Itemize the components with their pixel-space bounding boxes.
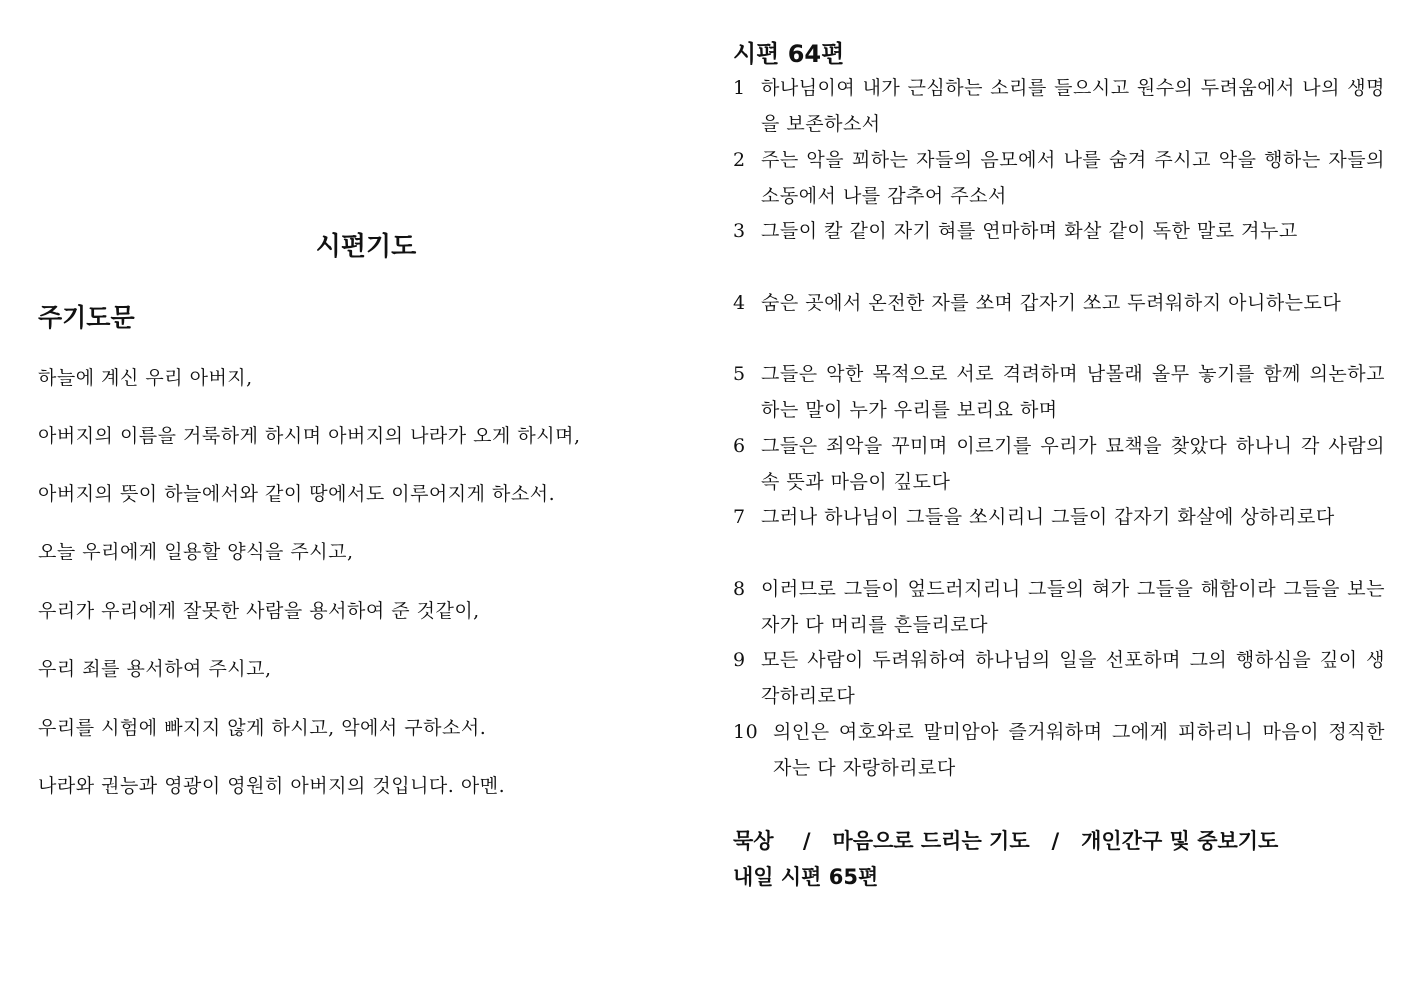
verse <box>733 285 1385 321</box>
left-page <box>0 0 700 992</box>
verse-text: 숨은 곳에서 온전한 자를 쏘며 갑자기 쏘고 두려워하지 아니하는도다 <box>761 292 1342 314</box>
verse-text: 이러므로 그들이 엎드러지리니 그들의 혀가 그들을 해함이라 그들을 보는 자가 다 머리를 흔들리로다 <box>761 578 1385 636</box>
verse-number: 1 <box>733 77 746 99</box>
verse <box>733 70 1385 142</box>
verse-text: 모든 사람이 두려워하여 하나님의 일을 선포하며 그의 행하심을 깊이 생각하리로다 <box>761 649 1385 707</box>
verse-number: 2 <box>733 149 746 171</box>
verse-number: 4 <box>733 292 746 314</box>
prayer-line: 하늘에 계신 우리 아버지, <box>38 367 253 389</box>
verse-text: 그들은 죄악을 꾸미며 이르기를 우리가 묘책을 찾았다 하나니 각 사람의 속 뜻과 마음이 깊도다 <box>761 435 1385 493</box>
verse <box>733 714 1385 786</box>
meditation-guide: 묵상 / 마음으로 드리는 기도 / 개인간구 및 중보기도 <box>733 829 1279 853</box>
verse-number: 6 <box>733 435 746 457</box>
next-psalm-note: 내일 시편 65편 <box>733 865 879 889</box>
verse-number: 9 <box>733 649 746 671</box>
verse <box>733 571 1385 643</box>
verse-text: 주는 악을 꾀하는 자들의 음모에서 나를 숨겨 주시고 악을 행하는 자들의 소동에서 나를 감추어 주소서 <box>761 149 1385 207</box>
verse <box>733 213 1385 249</box>
prayer-line: 오늘 우리에게 일용할 양식을 주시고, <box>38 541 354 563</box>
verse-text: 의인은 여호와로 말미암아 즐거워하며 그에게 피하리니 마음이 정직한 자는 다 자랑하리로다 <box>773 721 1385 779</box>
verse-number: 3 <box>733 220 746 242</box>
verse-text: 그러나 하나님이 그들을 쏘시리니 그들이 갑자기 화살에 상하리로다 <box>761 506 1335 528</box>
prayer-line: 우리를 시험에 빠지지 않게 하시고, 악에서 구하소서. <box>38 717 487 739</box>
prayer-line: 우리가 우리에게 잘못한 사람을 용서하여 준 것같이, <box>38 600 480 622</box>
prayer-line: 아버지의 뜻이 하늘에서와 같이 땅에서도 이루어지게 하소서. <box>38 483 556 505</box>
verse-number: 5 <box>733 363 746 385</box>
psalm-title: 시편 64편 <box>733 40 845 68</box>
verse <box>733 642 1385 714</box>
verse <box>733 499 1385 535</box>
verse-number: 8 <box>733 578 746 600</box>
prayer-heading: 주기도문 <box>38 303 135 332</box>
verse <box>733 142 1385 214</box>
right-page <box>733 0 1385 992</box>
verse-number: 10 <box>733 721 759 743</box>
prayer-line: 나라와 권능과 영광이 영원히 아버지의 것입니다. 아멘. <box>38 775 506 797</box>
verse <box>733 356 1385 428</box>
verse <box>733 428 1385 500</box>
verse-text: 그들이 칼 같이 자기 혀를 연마하며 화살 같이 독한 말로 겨누고 <box>761 220 1298 242</box>
verse-text: 하나님이여 내가 근심하는 소리를 들으시고 원수의 두려움에서 나의 생명을 보존하소서 <box>761 77 1385 135</box>
prayer-line: 아버지의 이름을 거룩하게 하시며 아버지의 나라가 오게 하시며, <box>38 425 581 447</box>
verse-text: 그들은 악한 목적으로 서로 격려하며 남몰래 올무 놓기를 함께 의논하고 하는 말이 누가 우리를 보리요 하며 <box>761 363 1385 421</box>
document-title: 시편기도 <box>315 232 417 262</box>
verse-number: 7 <box>733 506 746 528</box>
prayer-line: 우리 죄를 용서하여 주시고, <box>38 658 272 680</box>
